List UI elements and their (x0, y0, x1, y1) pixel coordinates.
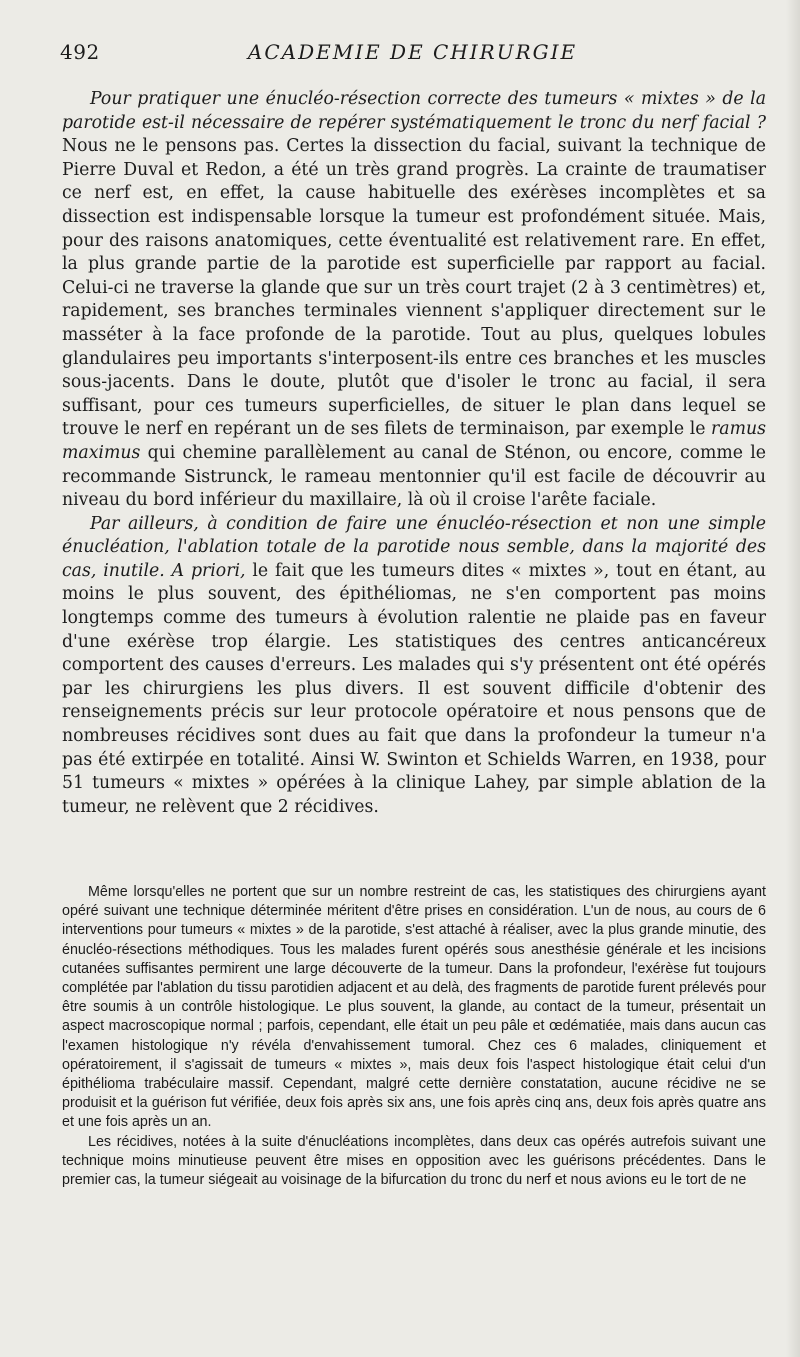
main-text (62, 88, 766, 819)
paragraph-2-lead: Par ailleurs, à condition de faire une énucléo-résection et non une simple énucléation, l'ablation totale de la parotide nous semble, dans la majorité des cas, inutile. A priori, (62, 513, 766, 581)
paragraph-2-body: le fait que les tumeurs dites « mixtes », tout en étant, au moins le plus souvent, des épithéliomas, ne s'en comportent pas moins longtemps comme des tumeurs à évolution ralentie ne plaide pas en faveur d'une exérèse trop élargie. Les statistiques des centres anticancéreux comportent des causes d'erreurs. Les malades qui s'y présentent ont été opérés par les chirurgiens les plus divers. Il est souvent difficile d'obtenir des renseignements précis sur leur protocole opératoire et nous pensons que de nombreuses récidives sont dues au fait que dans la profondeur la tumeur n'a pas été extirpée en totalité. Ainsi W. Swinton et Schields Warren, en 1938, pour 51 tumeurs « mixtes » opérées à la clinique Lahey, par simple ablation de la tumeur, ne relèvent que 2 récidives. (62, 560, 766, 817)
page-header (60, 40, 765, 70)
paragraph-1-body: Nous ne le pensons pas. Certes la dissection du facial, suivant la technique de Pierre Duval et Redon, a été un très grand progrès. La crainte de traumatiser ce nerf est, en effet, la cause habituelle des exérèses incomplètes et sa dissection est indispensable lorsque la tumeur est profondément située. Mais, pour des raisons anatomiques, cette éventualité est relativement rare. En effet, la plus grande partie de la parotide est superficielle par rapport au facial. Celui-ci ne traverse la glande que sur un très court trajet (2 à 3 centimètres) et, rapidement, ses branches terminales viennent s'appliquer directement sur le masséter à la face profonde de la parotide. Tout au plus, quelques lobules glandulaires peu importants s'interposent-ils entre ces branches et les muscles sous-jacents. Dans le doute, plutôt que d'isoler le tronc au facial, il sera suffisant, pour ces tumeurs superficielles, de situer le plan dans lequel se trouve le nerf en repérant un de ses filets de terminaison, par exemple le (62, 136, 766, 440)
paragraph-1 (62, 88, 766, 513)
page-edge-shadow (786, 0, 800, 1357)
page-number: 492 (60, 40, 100, 64)
small-print-section (62, 883, 766, 1190)
latin-term: ramus maximus (62, 419, 766, 463)
small-paragraph-1: Même lorsqu'elles ne portent que sur un nombre restreint de cas, les statistiques des chirurgiens ayant opéré suivant une technique déterminée méritent d'être prises en considération. L'un de nous, au cours de 6 interventions pour tumeurs « mixtes » de la parotide, s'est attaché à réaliser, avec la plus grande minutie, des énucléo-résections méthodiques. Tous les malades furent opérés sous anesthésie générale et les incisions cutanées suffisantes permirent une large découverte de la tumeur. Dans la profondeur, l'exérèse fut toujours complétée par l'ablation du tissu parotidien adjacent et au delà, des fragments de parotide furent prélevés pour être soumis à un contrôle histologique. Le plus souvent, la glande, au contact de la tumeur, présentait un aspect macroscopique normal ; parfois, cependant, elle était un peu pâle et œdématiée, mais dans aucun cas l'examen histologique n'y révéla d'envahissement tumoral. Chez ces 6 malades, cliniquement et opératoirement, il s'agissait de tumeurs « mixtes », mais deux fois l'aspect histologique était celui d'un épithélioma trabéculaire massif. Cependant, malgré cette dernière constatation, aucune récidive ne se produisit et la guérison fut vérifiée, deux fois après six ans, une fois après cinq ans, deux fois après quatre ans et une fois après un an. (62, 884, 766, 1131)
running-title: ACADEMIE DE CHIRURGIE (247, 40, 578, 64)
paragraph-2 (62, 513, 766, 820)
small-paragraph-2: Les récidives, notées à la suite d'énucléations incomplètes, dans deux cas opérés autrefois suivant une technique moins minutieuse peuvent être mises en opposition avec les guérisons précédentes. Dans le premier cas, la tumeur siégeait au voisinage de la bifurcation du tronc du nerf et nous avions eu le tort de ne (62, 1133, 766, 1189)
paragraph-1-end: qui chemine parallèlement au canal de Sténon, ou encore, comme le recommande Sistrunck, le rameau mentonnier qu'il est facile de découvrir au niveau du bord inférieur du maxillaire, là où il croise l'arête faciale. (62, 442, 766, 511)
paragraph-1-question: Pour pratiquer une énucléo-résection correcte des tumeurs « mixtes » de la parotide est-il nécessaire de repérer systématiquement le tronc du nerf facial ? (62, 89, 766, 133)
